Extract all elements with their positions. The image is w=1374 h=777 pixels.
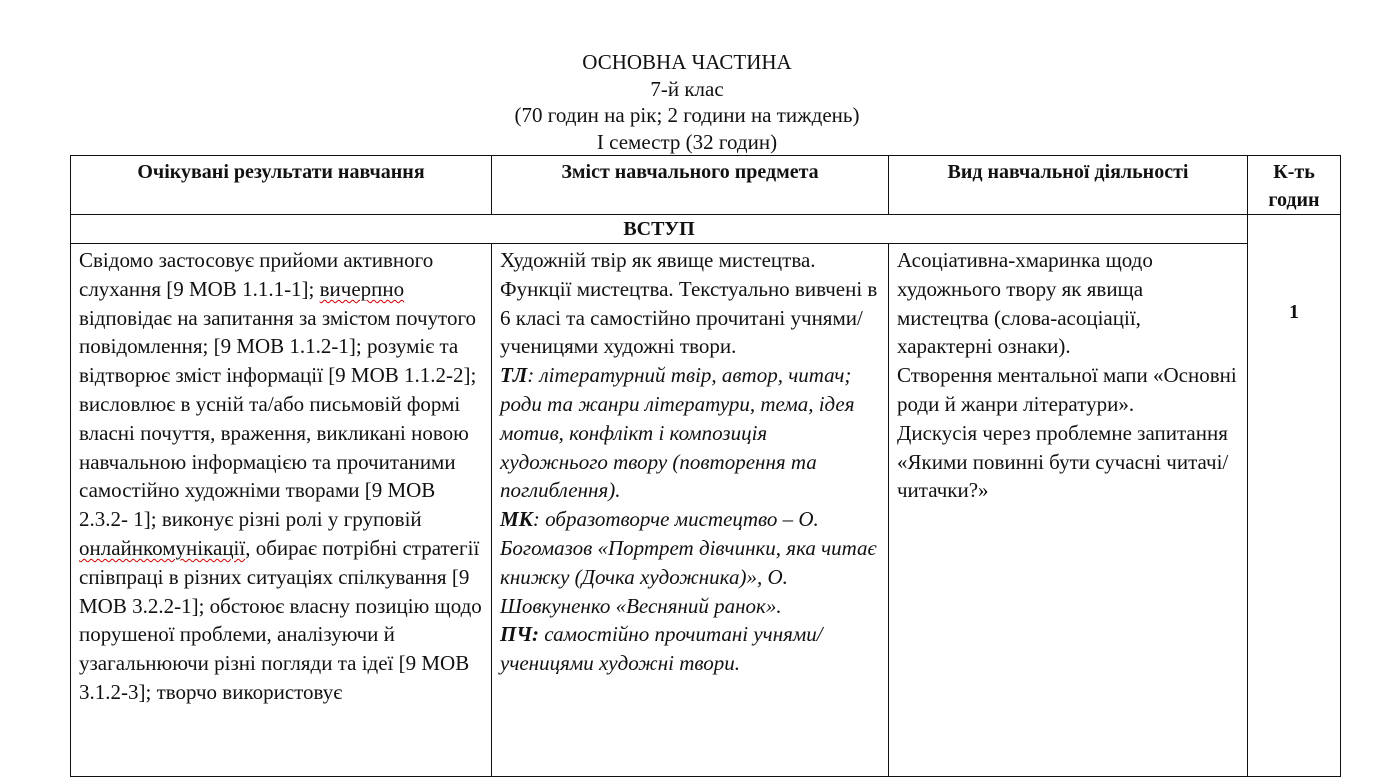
pch-text: самостійно прочитані учнями/ученицями художні твори. (500, 622, 823, 676)
activity-item: Створення ментальної мапи «Основні роди й жанри літератури». (897, 363, 1237, 416)
section-title: ВСТУП (71, 215, 1248, 244)
mk-text: : образотворче мистецтво – О. Богомазов «Портрет дівчинки, яка читає книжку (Дочка художника)», О. Шовкуненко «Весняний ранок». (500, 507, 877, 618)
tl-label: ТЛ (500, 363, 528, 388)
hours-value: 1 (1289, 301, 1299, 323)
activity-type-cell (889, 244, 1248, 777)
header-activity-type: Вид навчальної діяльності (889, 156, 1248, 215)
activity-item: Дискусія через проблемне запитання «Якими повинні бути сучасні читачі/читачки?» (897, 420, 1229, 503)
content-mk (500, 505, 880, 620)
results-text-1: Свідомо застосовує прийоми активного слухання [9 МОВ 1.1.1-1]; (79, 248, 434, 301)
results-text-3: , обирає потрібні стратегії співпраці в різних ситуаціях спілкування [9 МОВ 3.2.2-1]; обстоює власну позицію щодо порушеної проблеми, аналізуючи й узагальнюючи різні погляди та ідеї [9 МОВ 3.1.2-3]; творчо використовує (79, 535, 482, 704)
curriculum-table (70, 155, 1341, 777)
tl-text: : літературний твір, автор, читач; роди та жанри літератури, тема, ідея мотив, конфлікт і композиція художнього твору (повторення та поглиблення). (500, 363, 855, 503)
activity-item: Асоціативна-хмаринка щодо художнього твору як явища мистецтва (слова-асоціації, характерні ознаки). (897, 248, 1153, 359)
content-intro: Художній твір як явище мистецтва. Функції мистецтва. Текстуально вивчені в 6 класі та самостійно прочитані учнями/ученицями художні твори. (500, 248, 878, 359)
content-tl (500, 361, 880, 505)
heading-hours-total: (70 годин на рік; 2 години на тиждень) (514, 103, 860, 127)
spellcheck-word[interactable]: онлайнкомунікації (79, 535, 246, 560)
heading-semester: І семестр (32 годин) (596, 129, 778, 154)
spellcheck-word[interactable]: вичерпно (319, 276, 405, 301)
expected-results-cell (71, 244, 492, 777)
section-row (71, 215, 1341, 244)
pch-label: ПЧ: (500, 622, 540, 647)
subject-content-cell (492, 244, 889, 777)
document-heading (0, 49, 1374, 155)
table-header-row (71, 156, 1341, 215)
results-text-2: відповідає на запитання за змістом почутого повідомлення; [9 МОВ 1.1.2-1]; розуміє та відтворює зміст інформації [9 МОВ 1.1.2-2]; висловлює в усній та/або письмовій формі власні почуття, враження, викликані новою навчальною інформацією та прочитаними самостійно художніми творами [9 МОВ 2.3.2- 1]; виконує різні ролі у груповій (79, 305, 477, 532)
header-subject-content: Зміст навчального предмета (492, 156, 889, 215)
heading-title: ОСНОВНА ЧАСТИНА (582, 50, 792, 74)
header-expected-results: Очікувані результати навчання (71, 156, 492, 215)
hours-cell (1248, 215, 1341, 777)
content-pch (500, 620, 880, 678)
table-row (71, 244, 1341, 777)
mk-label: МК (500, 507, 533, 532)
heading-grade: 7-й клас (650, 76, 724, 101)
header-hours-count: К-ть годин (1248, 156, 1341, 215)
